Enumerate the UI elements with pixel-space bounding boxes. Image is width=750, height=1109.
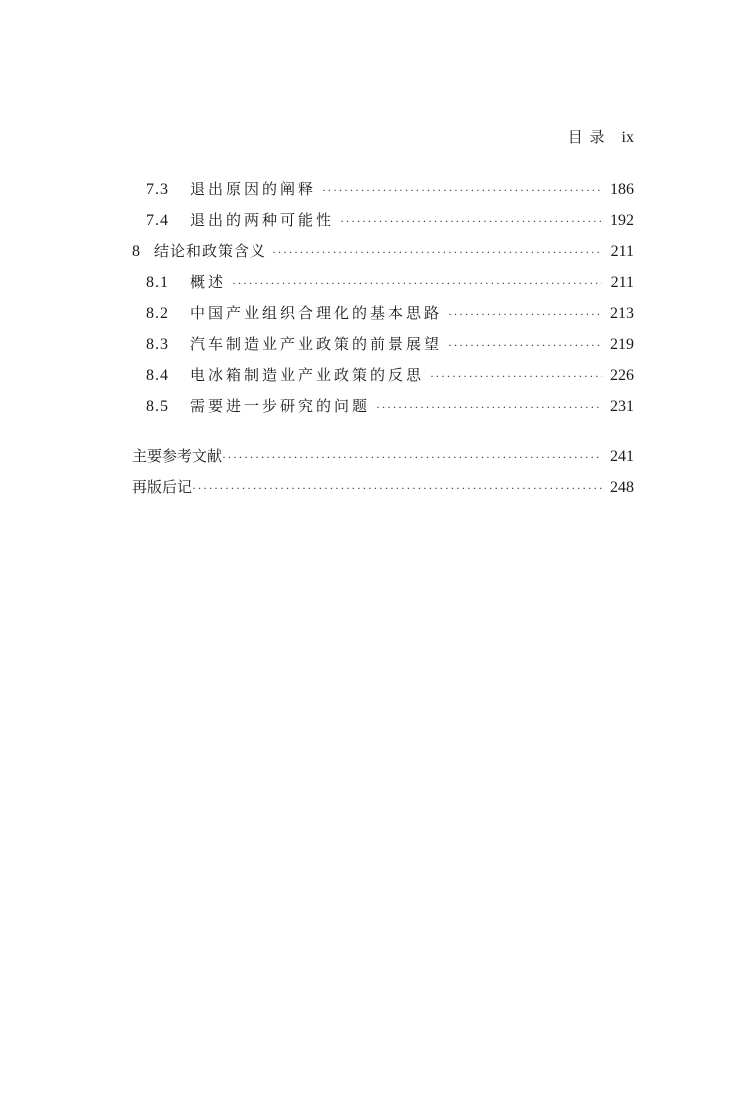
- toc-entry-title: 电冰箱制造业产业政策的反思: [190, 366, 425, 384]
- toc-leader-dots: [376, 400, 602, 415]
- toc-entry-page: 231: [610, 398, 634, 415]
- toc-entry-8-4[interactable]: [132, 364, 634, 395]
- toc-entry-number: 8.2: [146, 305, 169, 322]
- toc-leader-dots: [430, 369, 602, 384]
- toc-entry-number: 8: [132, 243, 140, 260]
- toc-entry-page: 226: [610, 367, 634, 384]
- toc-entry-title: 汽车制造业产业政策的前景展望: [190, 335, 443, 353]
- toc-entry-page: 241: [610, 448, 634, 465]
- toc-leader-dots: [222, 450, 602, 465]
- toc-entry-title: 需要进一步研究的问题: [190, 397, 371, 415]
- toc-entry-title: 结论和政策含义: [154, 242, 267, 260]
- toc-entry-title: 退出原因的阐释: [190, 180, 317, 198]
- toc-entry-page: 213: [610, 305, 634, 322]
- toc-entry-title: 退出的两种可能性: [190, 211, 335, 229]
- toc-entry-number: 8.1: [146, 274, 169, 291]
- toc-entry-chapter-8[interactable]: [132, 240, 634, 271]
- header-page-number: ix: [621, 129, 634, 146]
- toc-entry-page: 211: [610, 243, 634, 260]
- toc-leader-dots: [272, 245, 602, 260]
- toc-entry-number: 7.4: [146, 212, 169, 229]
- toc-entry-title: 概述: [190, 273, 227, 291]
- toc-entry-7-4[interactable]: [132, 209, 634, 240]
- toc-entry-page: 219: [610, 336, 634, 353]
- toc-entry-8-1[interactable]: [132, 271, 634, 302]
- toc-entry-afterword[interactable]: [132, 476, 634, 507]
- toc-entry-page: 248: [610, 479, 634, 496]
- running-header: [568, 126, 634, 147]
- toc-entry-title: 主要参考文献: [132, 447, 223, 465]
- toc-leader-dots: [448, 307, 602, 322]
- toc-entry-number: 8.4: [146, 367, 169, 384]
- toc-entry-number: 7.3: [146, 181, 169, 198]
- toc-leader-dots: [448, 338, 602, 353]
- toc-entry-references[interactable]: [132, 445, 634, 476]
- toc-entry-page: 211: [610, 274, 634, 291]
- toc-leader-dots: [192, 481, 602, 496]
- toc-leader-dots: [340, 214, 602, 229]
- toc-entry-8-2[interactable]: [132, 302, 634, 333]
- toc-entry-8-5[interactable]: [132, 395, 634, 426]
- toc-entry-title: 再版后记: [132, 478, 193, 496]
- table-of-contents: [132, 178, 634, 507]
- header-title: 目 录: [567, 128, 606, 146]
- toc-entry-page: 186: [610, 181, 634, 198]
- toc-entry-page: 192: [610, 212, 634, 229]
- toc-leader-dots: [322, 183, 602, 198]
- toc-entry-number: 8.5: [146, 398, 169, 415]
- toc-entry-title: 中国产业组织合理化的基本思路: [190, 304, 443, 322]
- toc-entry-7-3[interactable]: [132, 178, 634, 209]
- toc-entry-number: 8.3: [146, 336, 169, 353]
- toc-leader-dots: [232, 276, 602, 291]
- toc-entry-8-3[interactable]: [132, 333, 634, 364]
